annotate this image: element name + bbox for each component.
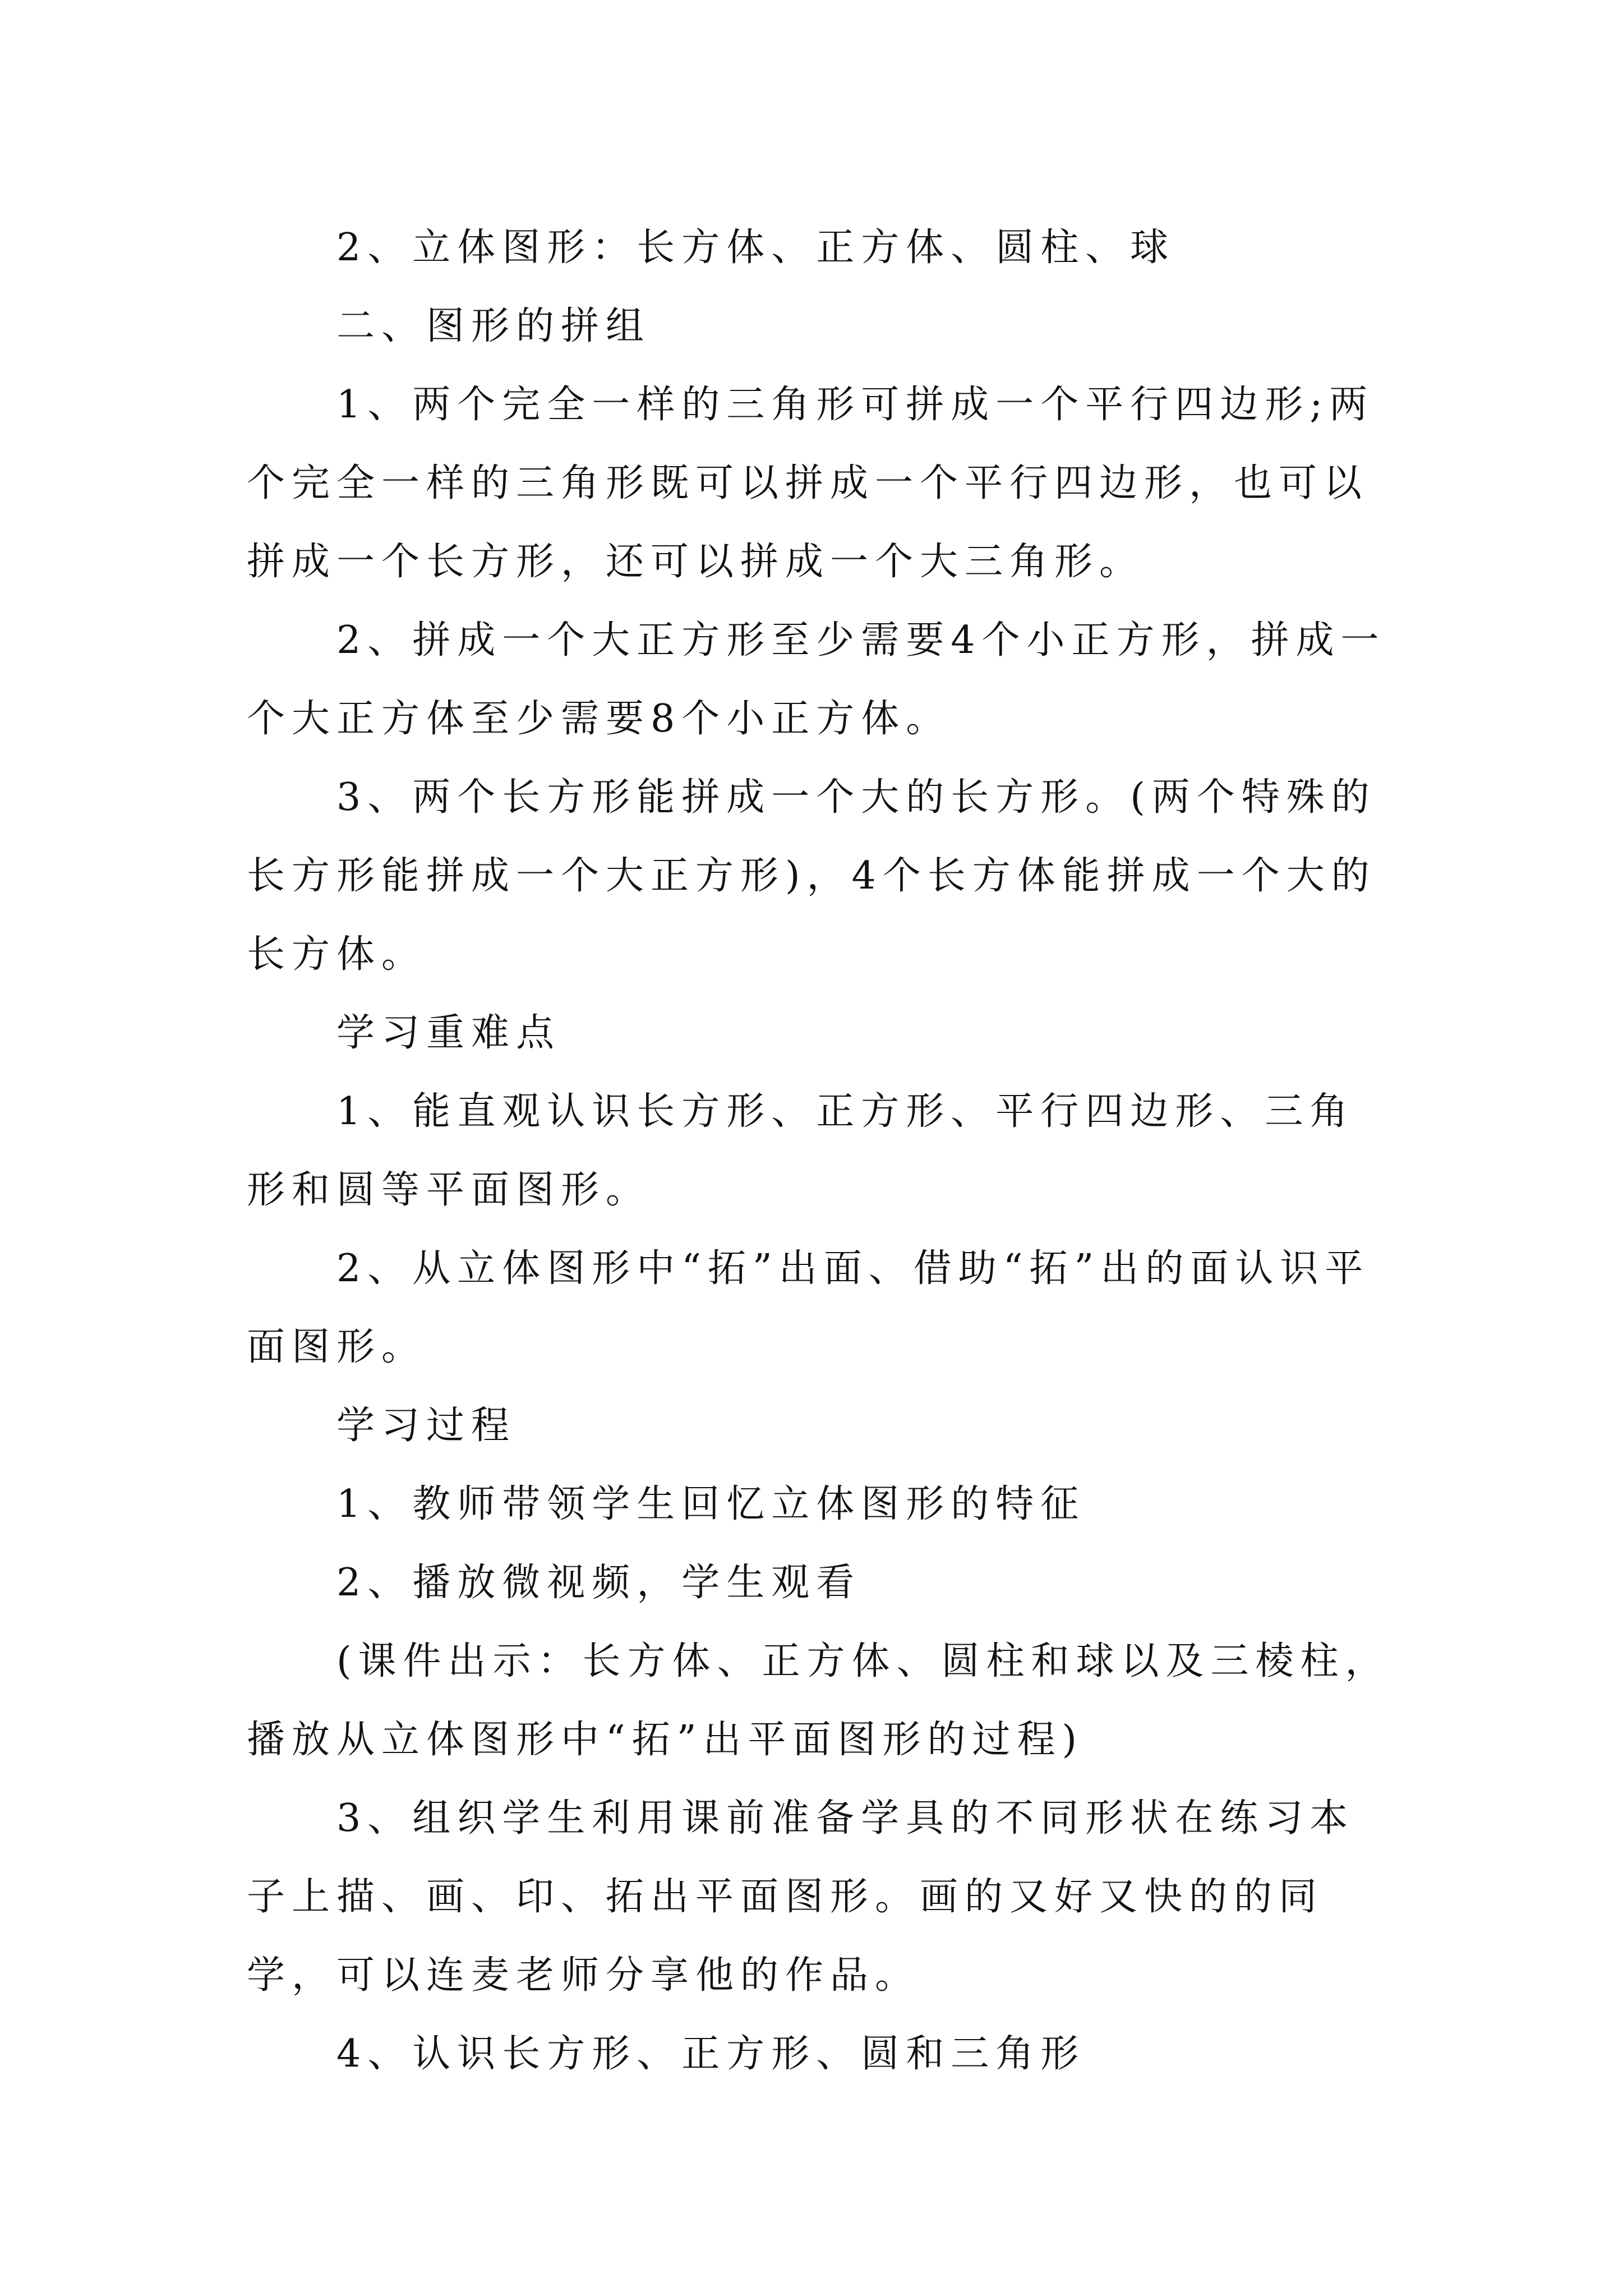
heading-key-difficulties: 学习重难点: [336, 1011, 561, 1055]
paragraph-solid-shapes: 2、立体图形：长方体、正方体、圆柱、球: [336, 226, 1175, 270]
document-body: [247, 209, 1391, 2093]
paragraph-step-4: 4、认识长方形、正方形、圆和三角形: [336, 2032, 1086, 2076]
paragraph-trace-faces: 2、从立体图形中“拓”出面、借助“拓”出的面认识平面图形。: [247, 1246, 1370, 1369]
heading-shape-combination: 二、图形的拼组: [336, 304, 651, 348]
paragraph-step-3: 3、组织学生利用课前准备学具的不同形状在练习本子上描、画、印、拓出平面图形。画的又好又快的的同学，可以连麦老师分享他的作品。: [247, 1796, 1355, 1998]
paragraph-step-1: 1、教师带领学生回忆立体图形的特征: [336, 1482, 1086, 1526]
paragraph-courseware-note: (课件出示：长方体、正方体、圆柱和球以及三棱柱，播放从立体图形中“拓”出平面图形的过程): [247, 1639, 1390, 1762]
heading-learning-process: 学习过程: [336, 1404, 517, 1448]
paragraph-step-2: 2、播放微视频，学生观看: [336, 1561, 861, 1605]
paragraph-squares-cubes: 2、拼成一个大正方形至少需要4个小正方形，拼成一个大正方体至少需要8个小正方体。: [247, 618, 1386, 741]
paragraph-recognize-plane-shapes: 1、能直观认识长方形、正方形、平行四边形、三角形和圆等平面图形。: [247, 1089, 1355, 1212]
paragraph-rectangles-cuboids: 3、两个长方形能拼成一个大的长方形。(两个特殊的长方形能拼成一个大正方形)，4个长方体能拼成一个大的长方体。: [247, 775, 1376, 977]
paragraph-triangles-combine: 1、两个完全一样的三角形可拼成一个平行四边形;两个完全一样的三角形既可以拼成一个平行四边形，也可以拼成一个长方形，还可以拼成一个大三角形。: [247, 383, 1375, 584]
